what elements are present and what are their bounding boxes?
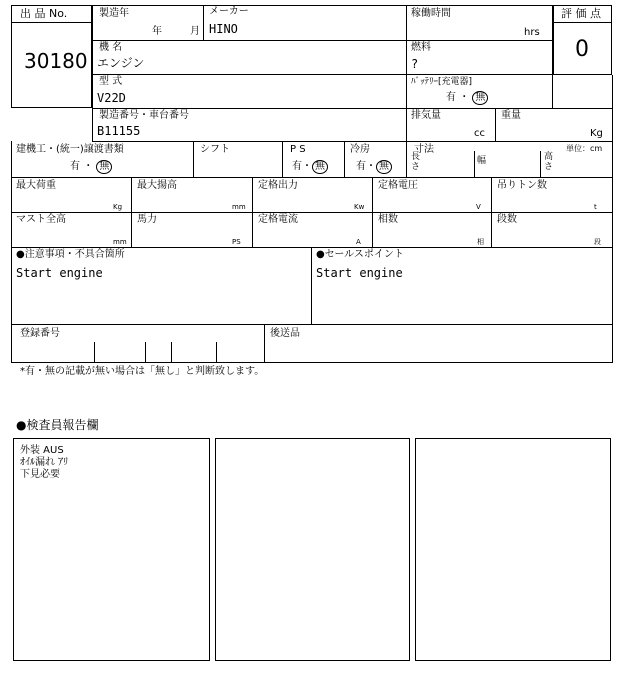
- transfer-doc-choice: [70, 160, 112, 174]
- rated-voltage-label: 定格電圧: [378, 180, 418, 191]
- lift-ton-unit: t: [594, 203, 597, 211]
- phase-unit: 相: [477, 238, 484, 246]
- serial-value: B11155: [97, 124, 141, 138]
- max-load-label: 最大荷重: [16, 180, 56, 191]
- max-lift-unit: mm: [232, 203, 246, 211]
- type-label: 型 式: [99, 76, 123, 87]
- max-lift-label: 最大揚高: [137, 180, 177, 191]
- battery-yes: 有: [446, 92, 456, 103]
- dims-label: 寸法: [414, 144, 434, 155]
- shift-label: シフト: [200, 144, 230, 155]
- ac-choice: [356, 160, 392, 174]
- horsepower-unit: PS: [232, 238, 241, 246]
- hours-label: 稼働時間: [411, 8, 451, 19]
- inspector-title: ●検査員報告欄: [16, 418, 99, 432]
- inspector-box-1: [13, 438, 210, 661]
- phase-label: 相数: [378, 214, 398, 225]
- ps-label: P S: [290, 144, 306, 155]
- registration-label: 登録番号: [20, 328, 60, 339]
- mast-height-unit: mm: [113, 238, 127, 246]
- month-unit: 月: [190, 26, 200, 37]
- ps-yes: 有: [292, 161, 302, 172]
- ps-choice: [292, 160, 328, 174]
- lift-ton-label: 吊りトン数: [497, 180, 547, 191]
- rated-voltage-unit: V: [476, 203, 481, 211]
- model-name-label: 機 名: [99, 42, 123, 53]
- dims-height-label: 高 さ: [544, 152, 554, 172]
- shipping-label: 後送品: [270, 328, 300, 339]
- ac-yes: 有: [356, 161, 366, 172]
- lot-number: 30180: [24, 49, 88, 73]
- dims-width-label: 幅: [477, 156, 487, 166]
- model-name-value: エンジン: [97, 56, 145, 70]
- ac-no-circled: 無: [376, 160, 392, 174]
- inspector-line-2: ｵｲﾙ漏れ ｱﾘ: [20, 457, 69, 468]
- inspector-box-2: [215, 438, 410, 661]
- serial-label: 製造番号・車台番号: [99, 110, 189, 121]
- max-load-unit: Kg: [113, 203, 123, 211]
- sales-value: Start engine: [316, 266, 403, 280]
- rated-current-label: 定格電流: [258, 214, 298, 225]
- lot-label: 出 品 No.: [20, 7, 68, 20]
- ac-label: 冷房: [350, 144, 370, 155]
- rated-output-unit: Kw: [354, 203, 365, 211]
- footnote: *有・無の記載が無い場合は「無し」と判断致します。: [20, 366, 265, 377]
- transfer-doc-label: 建機工・(統一)譲渡書類: [16, 144, 124, 155]
- weight-label: 重量: [501, 110, 521, 121]
- notes-label: ●注意事項・不具合箇所: [16, 249, 125, 260]
- ps-no-circled: 無: [312, 160, 328, 174]
- hours-unit: hrs: [524, 27, 540, 38]
- weight-unit: Kg: [590, 128, 603, 139]
- fuel-value: ?: [411, 57, 419, 71]
- grade-label: 評 価 点: [561, 7, 601, 20]
- type-value: V22D: [97, 91, 126, 105]
- transfer-yes: 有: [70, 161, 80, 172]
- grade-value: 0: [575, 37, 589, 62]
- inspector-line-3: 下見必要: [20, 469, 60, 480]
- inspector-box-3: [415, 438, 611, 661]
- sales-label: ●セールスポイント: [316, 249, 404, 260]
- inspector-line-1: 外装 AUS: [20, 445, 64, 456]
- notes-value: Start engine: [16, 266, 103, 280]
- mast-height-label: マスト全高: [16, 214, 66, 225]
- displacement-label: 排気量: [411, 110, 441, 121]
- battery-no-circled: 無: [472, 91, 488, 105]
- fuel-label: 燃料: [411, 42, 431, 53]
- battery-label: ﾊﾞｯﾃﾘｰ[充電器]: [411, 77, 473, 87]
- rated-current-unit: A: [356, 238, 361, 246]
- maker-value: HINO: [209, 22, 238, 36]
- battery-choice: [446, 91, 488, 105]
- dims-unit-note: 単位：cm: [566, 144, 603, 153]
- battery-dot: ・: [459, 92, 470, 103]
- ac-dot: ・: [366, 161, 376, 172]
- rated-output-label: 定格出力: [258, 180, 298, 191]
- displacement-unit: cc: [474, 128, 485, 139]
- stages-label: 段数: [497, 214, 517, 225]
- dims-length-label: 長 さ: [411, 152, 421, 172]
- stages-unit: 段: [594, 238, 601, 246]
- year-unit: 年: [152, 26, 162, 37]
- transfer-dot: ・: [83, 161, 94, 172]
- maker-label: メーカー: [209, 6, 249, 17]
- ps-dot: ・: [302, 161, 312, 172]
- transfer-no-circled: 無: [96, 160, 112, 174]
- horsepower-label: 馬力: [137, 214, 157, 225]
- year-label: 製造年: [99, 8, 129, 19]
